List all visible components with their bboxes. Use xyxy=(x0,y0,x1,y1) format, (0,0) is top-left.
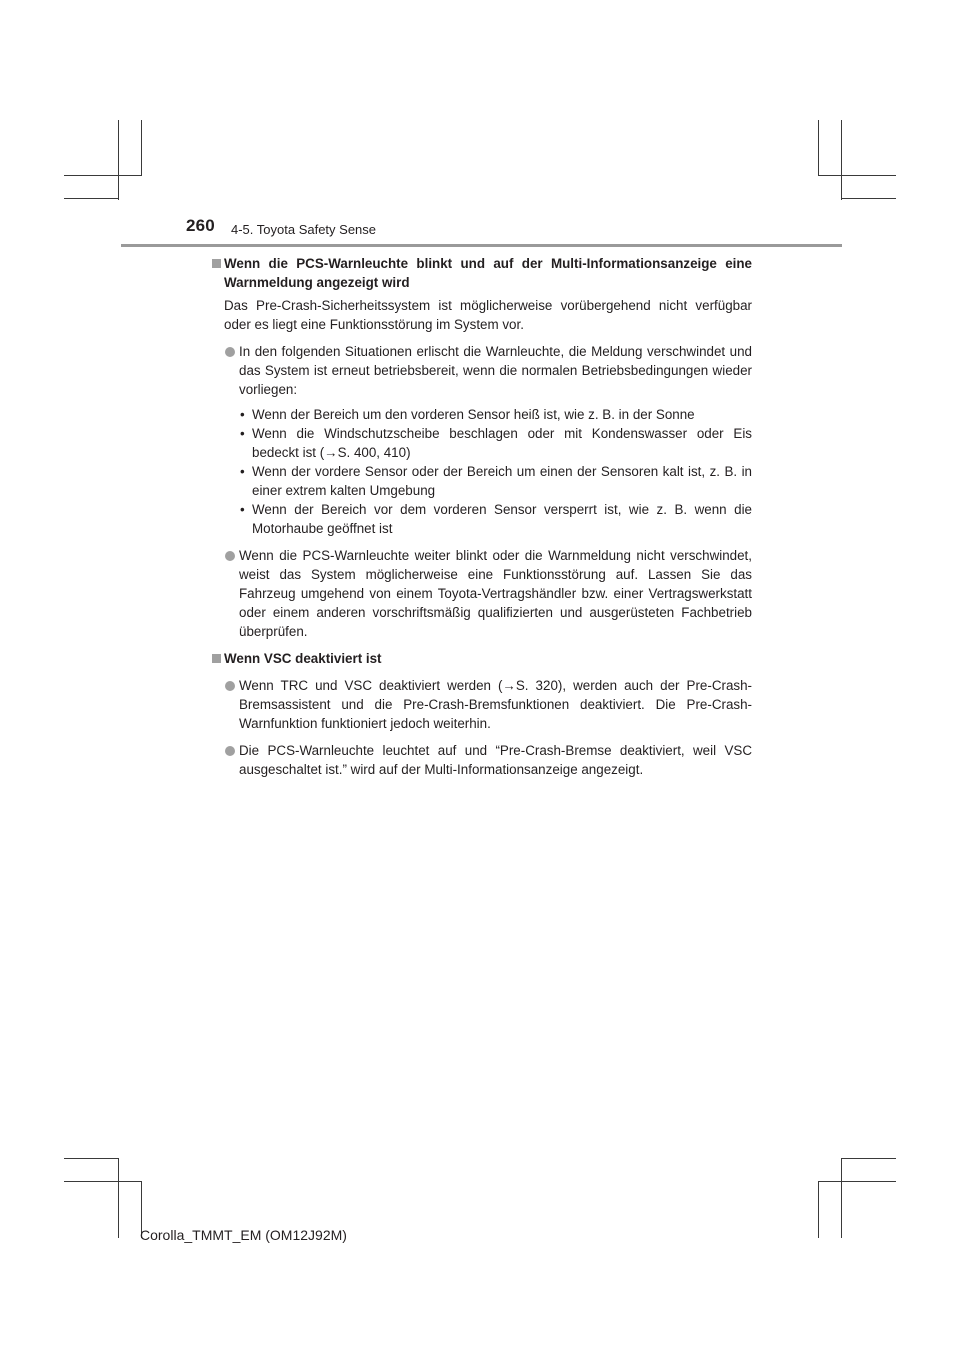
bullet-glyph: • xyxy=(240,502,245,517)
crop-mark xyxy=(64,1181,142,1182)
page-content xyxy=(194,254,752,779)
list-item-text: Wenn der vordere Sensor oder der Bereich um einen der Sensoren kalt ist, z. B. in einer extrem kalten Umgebung xyxy=(252,464,752,498)
bullet-point xyxy=(194,342,752,399)
crop-mark xyxy=(64,175,142,176)
bullet-point xyxy=(194,546,752,641)
list-item-text: Wenn der Bereich vor dem vorderen Sensor versperrt ist, wie z. B. wenn die Motorhaube geöffnet ist xyxy=(252,502,752,536)
square-bullet-icon xyxy=(212,259,221,268)
crop-mark xyxy=(118,120,119,200)
bullet-text: In den folgenden Situationen erlischt die Warnleuchte, die Meldung verschwindet und das System ist erneut betriebsbereit, wenn die normalen Betriebsbedingungen wieder vorliegen: xyxy=(239,344,752,397)
bullet-point xyxy=(194,741,752,779)
list-item xyxy=(194,405,752,424)
bullet-text: Die PCS-Warnleuchte leuchtet auf und “Pre-Crash-Bremse deaktiviert, weil VSC ausgeschaltet ist.” wird auf der Multi-Informationsanzeige angezeigt. xyxy=(239,743,752,777)
heading-text: Wenn die PCS-Warnleuchte blinkt und auf der Multi-Informationsanzeige eine Warnmeldung angezeigt wird xyxy=(224,256,752,290)
crop-mark xyxy=(818,120,819,176)
circle-bullet-icon xyxy=(225,746,235,756)
bullet-glyph: • xyxy=(240,426,245,441)
crop-mark xyxy=(841,198,896,199)
section-heading xyxy=(194,649,752,668)
header-rule xyxy=(121,244,842,247)
bullet-text: Wenn TRC und VSC deaktiviert werden (→S. 320), werden auch der Pre-Crash-Bremsassistent und die Pre-Crash-Bremsfunktionen deaktiviert. Die Pre-Crash-Warnfunktion funktioniert jedoch weiterhin. xyxy=(239,678,752,731)
bullet-text: Wenn die PCS-Warnleuchte weiter blinkt oder die Warnmeldung nicht verschwindet, weist das System möglicherweise eine Funktionsstörung auf. Lassen Sie das Fahrzeug umgehend von einem Toyota-Vertragshändler bzw. einer Vertragswerkstatt oder einem anderen vorschriftsmäßig qualifizierten und ausgerüsteten Fachbetrieb überprüfen. xyxy=(239,548,752,639)
circle-bullet-icon xyxy=(225,551,235,561)
paragraph: Das Pre-Crash-Sicherheitssystem ist möglicherweise vorübergehend nicht verfügbar oder es liegt eine Funktionsstörung im System vor. xyxy=(224,298,752,332)
bullet-glyph: • xyxy=(240,407,245,422)
list-item xyxy=(194,424,752,462)
crop-mark xyxy=(841,1158,842,1238)
list-item-text: Wenn die Windschutzscheibe beschlagen oder mit Kondenswasser oder Eis bedeckt ist (→S. 400, 410) xyxy=(252,426,752,460)
crop-mark xyxy=(818,1181,819,1238)
square-bullet-icon xyxy=(212,654,221,663)
crop-mark xyxy=(841,1158,896,1159)
sub-list xyxy=(194,405,752,538)
crop-mark xyxy=(141,120,142,176)
list-item xyxy=(194,462,752,500)
list-item-text: Wenn der Bereich um den vorderen Sensor heiß ist, wie z. B. in der Sonne xyxy=(252,407,695,422)
heading-text: Wenn VSC deaktiviert ist xyxy=(224,651,382,666)
crop-mark xyxy=(118,1158,119,1238)
crop-mark xyxy=(818,175,896,176)
circle-bullet-icon xyxy=(225,347,235,357)
section-heading xyxy=(194,254,752,292)
circle-bullet-icon xyxy=(225,681,235,691)
crop-mark xyxy=(64,1158,119,1159)
list-item xyxy=(194,500,752,538)
bullet-point xyxy=(194,676,752,733)
crop-mark xyxy=(64,198,119,199)
crop-mark xyxy=(818,1181,896,1182)
crop-mark xyxy=(841,120,842,200)
document-id: Corolla_TMMT_EM (OM12J92M) xyxy=(140,1227,347,1243)
section-title: 4-5. Toyota Safety Sense xyxy=(231,222,377,237)
page-number: 260 xyxy=(186,216,215,235)
bullet-glyph: • xyxy=(240,464,245,479)
